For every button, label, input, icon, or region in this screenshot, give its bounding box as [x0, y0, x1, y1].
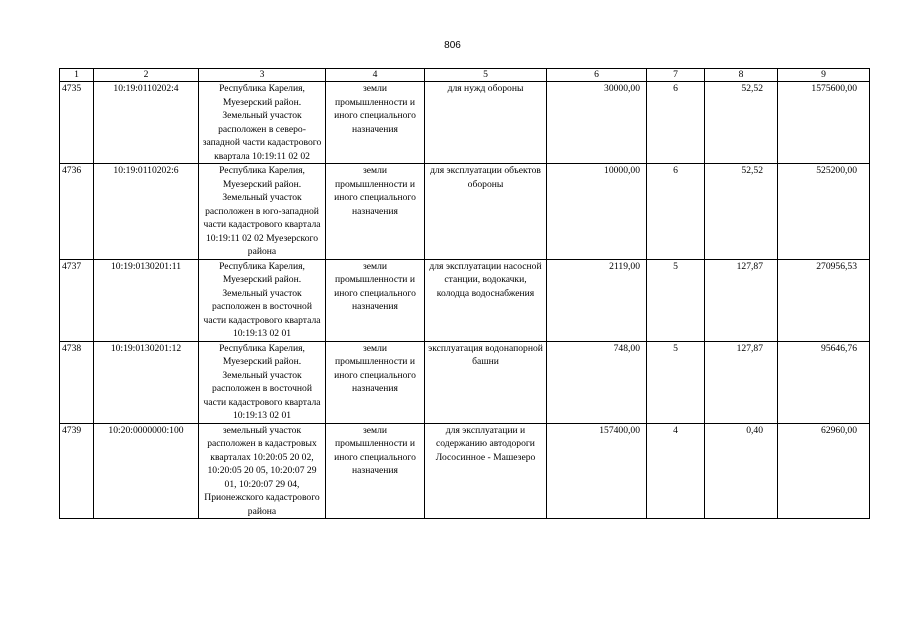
- table-row: [60, 82, 870, 164]
- area-value: 10000,00: [547, 164, 647, 260]
- permitted-use: для эксплуатации насосной станции, водокачки, колодца водоснабжения: [425, 259, 547, 341]
- permitted-use: для нужд обороны: [425, 82, 547, 164]
- cadastral-value: 270956,53: [778, 259, 870, 341]
- group-number: 5: [647, 341, 705, 423]
- area-value: 748,00: [547, 341, 647, 423]
- land-category: земли промышленности и иного специального назначения: [326, 164, 425, 260]
- specific-value: 127,87: [705, 259, 778, 341]
- row-number: 4737: [60, 259, 94, 341]
- cadastral-number: 10:19:0110202:6: [94, 164, 199, 260]
- land-category: земли промышленности и иного специального назначения: [326, 423, 425, 519]
- cadastral-value: 95646,76: [778, 341, 870, 423]
- cadastral-number: 10:20:0000000:100: [94, 423, 199, 519]
- column-header: 3: [199, 69, 326, 82]
- table-row: [60, 341, 870, 423]
- location-description: Республика Карелия, Муезерский район. Земельный участок расположен в восточной части кадастрового квартала 10:19:13 02 01: [199, 259, 326, 341]
- cadastral-number: 10:19:0130201:11: [94, 259, 199, 341]
- table-row: [60, 259, 870, 341]
- column-number-row: [60, 69, 870, 82]
- specific-value: 52,52: [705, 164, 778, 260]
- column-header: 2: [94, 69, 199, 82]
- table-row: [60, 164, 870, 260]
- specific-value: 127,87: [705, 341, 778, 423]
- page-number: 806: [444, 40, 461, 51]
- row-number: 4735: [60, 82, 94, 164]
- location-description: Республика Карелия, Муезерский район. Земельный участок расположен в восточной части кадастрового квартала 10:19:13 02 01: [199, 341, 326, 423]
- location-description: Республика Карелия, Муезерский район. Земельный участок расположен в юго-западной части кадастрового квартала 10:19:11 02 02 Муезерского района: [199, 164, 326, 260]
- land-category: земли промышленности и иного специального назначения: [326, 82, 425, 164]
- group-number: 5: [647, 259, 705, 341]
- column-header: 5: [425, 69, 547, 82]
- land-registry-table: [59, 68, 870, 519]
- cadastral-number: 10:19:0110202:4: [94, 82, 199, 164]
- row-number: 4739: [60, 423, 94, 519]
- column-header: 8: [705, 69, 778, 82]
- area-value: 157400,00: [547, 423, 647, 519]
- cadastral-number: 10:19:0130201:12: [94, 341, 199, 423]
- location-description: земельный участок расположен в кадастровых кварталах 10:20:05 20 02, 10:20:05 20 05, 10:20:07 29 01, 10:20:07 29 04, Прионежского кадастрового района: [199, 423, 326, 519]
- table-row: [60, 423, 870, 519]
- area-value: 2119,00: [547, 259, 647, 341]
- permitted-use: для эксплуатации и содержанию автодороги Лососинное - Машезеро: [425, 423, 547, 519]
- row-number: 4736: [60, 164, 94, 260]
- permitted-use: эксплуатация водонапорной башни: [425, 341, 547, 423]
- land-category: земли промышленности и иного специального назначения: [326, 259, 425, 341]
- land-category: земли промышленности и иного специального назначения: [326, 341, 425, 423]
- group-number: 6: [647, 82, 705, 164]
- area-value: 30000,00: [547, 82, 647, 164]
- permitted-use: для эксплуатации объектов обороны: [425, 164, 547, 260]
- column-header: 9: [778, 69, 870, 82]
- cadastral-value: 525200,00: [778, 164, 870, 260]
- group-number: 6: [647, 164, 705, 260]
- cadastral-value: 1575600,00: [778, 82, 870, 164]
- column-header: 7: [647, 69, 705, 82]
- specific-value: 52,52: [705, 82, 778, 164]
- column-header: 4: [326, 69, 425, 82]
- group-number: 4: [647, 423, 705, 519]
- location-description: Республика Карелия, Муезерский район. Земельный участок расположен в северо-западной части кадастрового квартала 10:19:11 02 02: [199, 82, 326, 164]
- specific-value: 0,40: [705, 423, 778, 519]
- row-number: 4738: [60, 341, 94, 423]
- cadastral-value: 62960,00: [778, 423, 870, 519]
- column-header: 1: [60, 69, 94, 82]
- column-header: 6: [547, 69, 647, 82]
